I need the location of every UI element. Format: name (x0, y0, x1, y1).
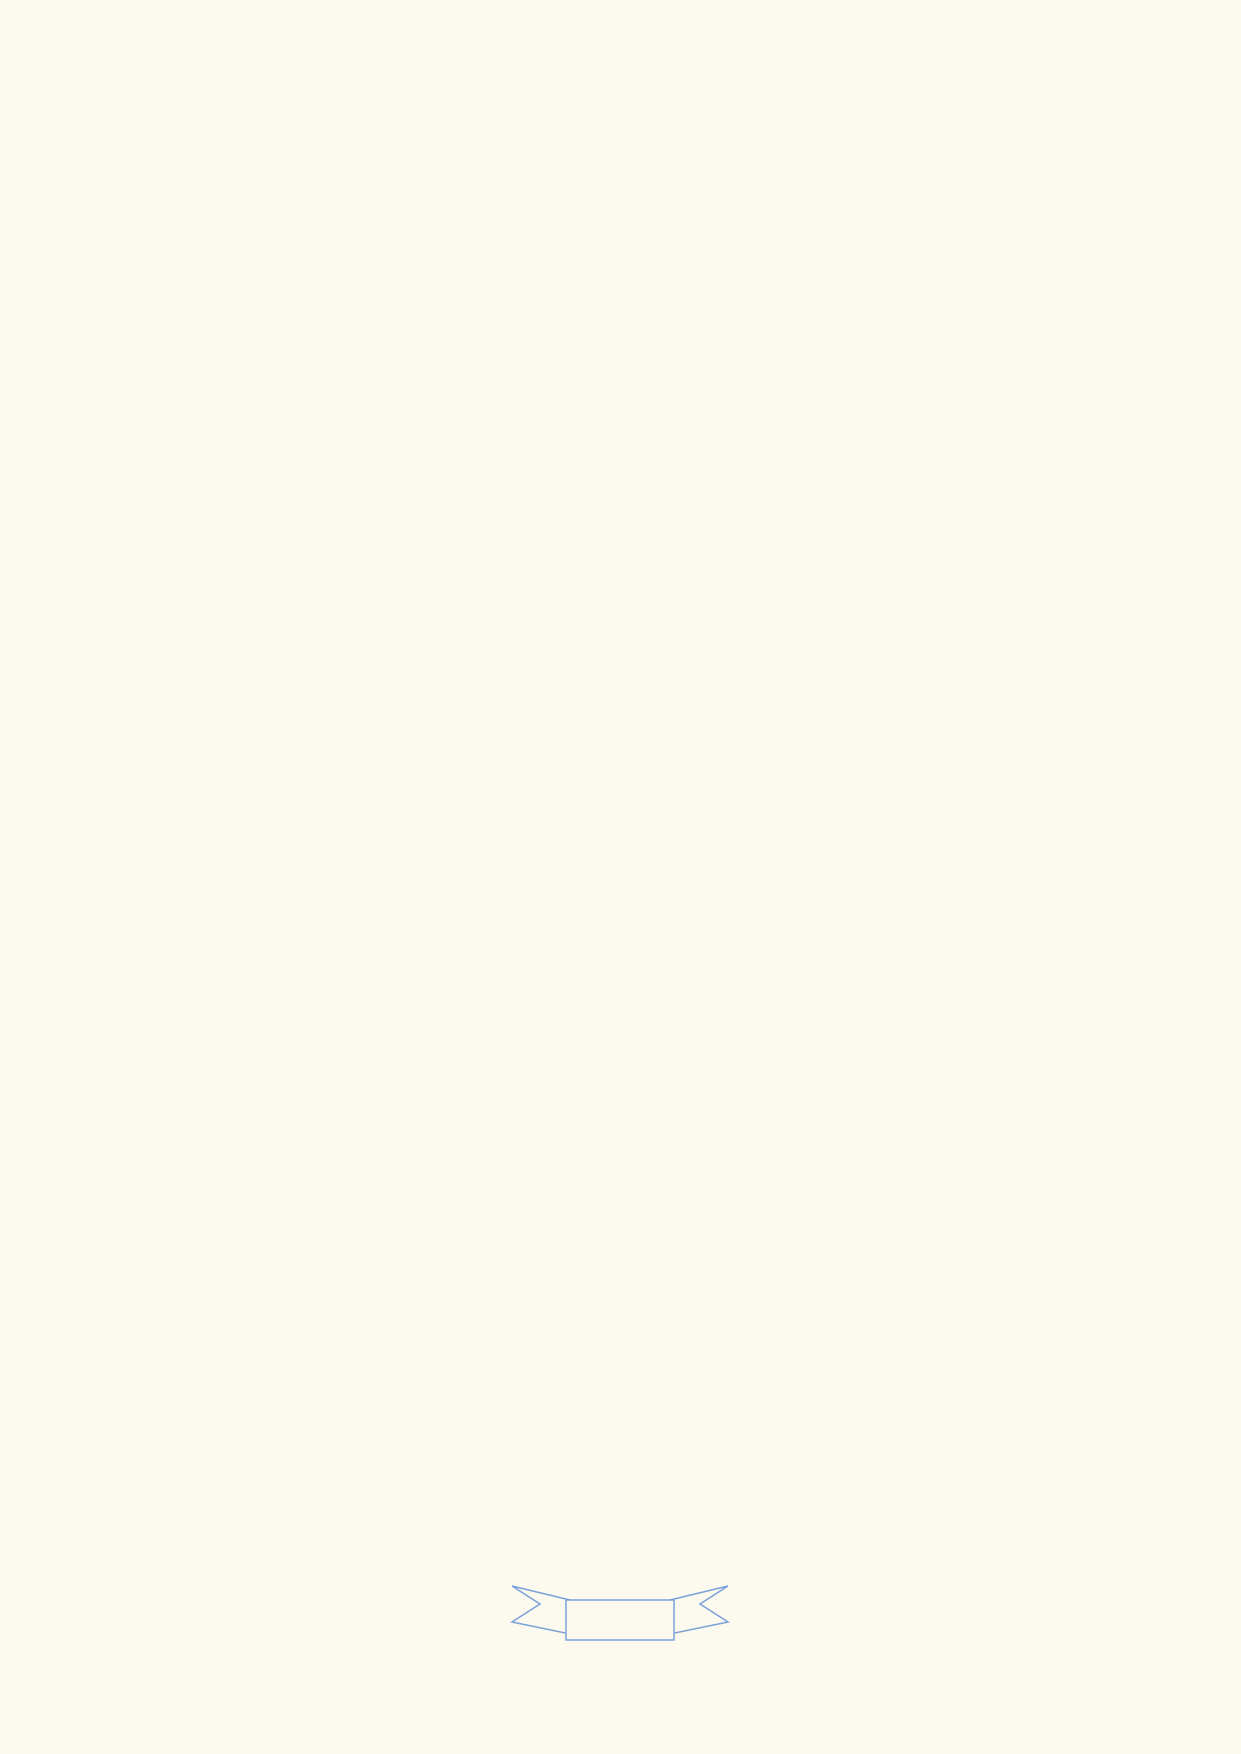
page-number (566, 1600, 672, 1640)
